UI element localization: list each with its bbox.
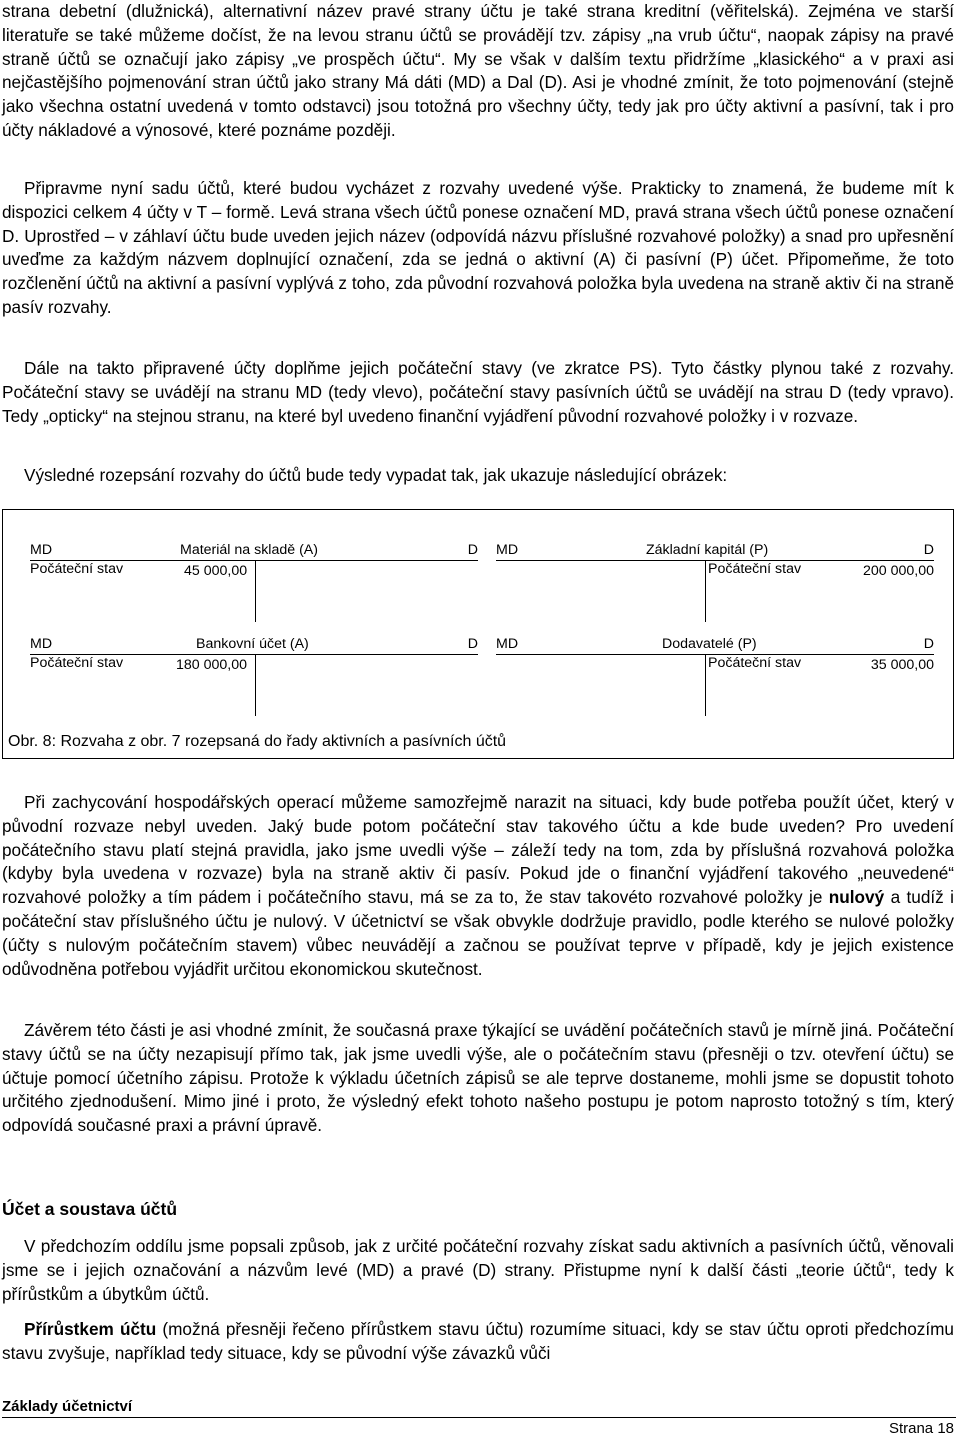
t-account-divider (255, 654, 256, 716)
paragraph-5-bold: nulový (828, 887, 885, 908)
footer-rule (2, 1417, 956, 1418)
opening-balance-value: 45 000,00 (184, 563, 248, 579)
md-label: MD (496, 636, 519, 652)
paragraph-7: V předchozím oddílu jsme popsali způsob, jak z určité počáteční rozvahy získat sadu aktivních a pasívních účtů, věnovali jsme se i jejich označování a názvům levé (MD) a pravé (D) strany. Přistupme nyní k další části „teorie účtů“, tedy k přírůstkům a úbytkům účtů. (2, 1236, 954, 1304)
paragraph-3: Dále na takto připravené účty doplňme jejich počáteční stavy (ve zkratce PS). Tyto částky plynou také z rozvahy. Počáteční stavy se uvádějí na stranu MD (tedy vlevo), počáteční stavy pasívních účtů se uvádějí na strau D (tedy vpravo). Tedy „opticky“ na stejnou stranu, na které byl uvedeno finanční vyjádření původní rozvahové položky i v rozvaze. (2, 358, 954, 426)
t-account-dodavatele (496, 634, 934, 716)
opening-balance-label: Počáteční stav (30, 655, 124, 671)
paragraph-4: Výsledné rozepsání rozvahy do účtů bude tedy vypadat tak, jak ukazuje následující obrázek: (24, 465, 728, 485)
d-label: D (467, 542, 478, 558)
opening-balance-label: Počáteční stav (30, 561, 124, 577)
t-account-material (30, 540, 478, 622)
d-label: D (923, 636, 934, 652)
t-account-bankovni-ucet (30, 634, 478, 716)
md-label: MD (30, 542, 53, 558)
paragraph-8 (2, 1318, 954, 1366)
paragraph-8-text: (možná přesněji řečeno přírůstkem stavu účtu) rozumíme situaci, kdy se stav účtu oproti předchozímu stavu zvyšuje, například tedy situace, kdy se původní výše závazků vůči (2, 1319, 954, 1363)
paragraph-5-text: Při zachycování hospodářských operací můžeme samozřejmě narazit na situaci, kdy bude potřeba použít účet, který v původní rozvaze nebyl uveden. Jaký bude potom počáteční stav takového účtu a kde bude uveden? Pro uvedení počátečního stavu platí stejná pravidla, jako jsme uvedli výše – záleží tedy na tom, zda by příslušná rozvahová položka (kdyby byla uvedena v rozvaze) byla na straně aktiv či pasív. Pokud jde o finanční vyjádření takového „neuvedené“ rozvahové položky a tím pádem i počátečního stavu, má se za to, že stav takovéto rozvahové položky je (2, 792, 954, 908)
opening-balance-value: 200 000,00 (862, 563, 934, 579)
t-accounts-figure (2, 509, 954, 759)
md-label: MD (496, 542, 519, 558)
footer-title: Základy účetnictví (2, 1398, 133, 1415)
account-name: Základní kapitál (P) (646, 542, 769, 558)
md-label: MD (30, 636, 53, 652)
paragraph-2: Připravme nyní sadu účtů, které budou vycházet z rozvahy uvedené výše. Prakticky to znamená, že budeme mít k dispozici celkem 4 účty v T – formě. Levá strana všech účtů ponese označení MD, pravá strana všech účtů ponese označení D. Uprostřed – v záhlaví účtu bude uveden jejich název (odpovídá názvu příslušné rozvahové položky) a snad pro upřesnění uveďme za každým názvem doplnující označení, zda se jedná o aktivní (A) či pasívní (P) účet. Připomeňme, že toto rozčlenění účtů na aktivní a pasívní vyplývá z toho, zda původní rozvahová položka byla uvedena na straně aktiv či na straně pasív rozvahy. (2, 178, 954, 317)
t-account-divider (255, 560, 256, 622)
figure-caption: Obr. 8: Rozvaha z obr. 7 rozepsaná do řady aktivních a pasívních účtů (8, 733, 507, 750)
page-number: Strana 18 (888, 1420, 954, 1437)
paragraph-5 (2, 791, 954, 981)
opening-balance-label: Počáteční stav (708, 655, 802, 671)
opening-balance-label: Počáteční stav (708, 561, 802, 577)
t-account-divider (705, 654, 706, 716)
section-heading: Účet a soustava účtů (2, 1199, 178, 1219)
paragraph-8-bold: Přírůstkem účtu (24, 1319, 157, 1339)
d-label: D (923, 542, 934, 558)
paragraph-6: Závěrem této části je asi vhodné zmínit, že současná praxe týkající se uvádění počátečních stavů je mírně jiná. Počáteční stavy účtů se na účty nezapisují přímo tak, jak jsme uvedli výše, ale o počátečním stavu (přesněji o tzv. otevření účtu) se účtuje pomocí účetního zápisu. Protože k výkladu účetních zápisů se ale teprve dostaneme, mohli jsme se dopustit tohoto určitého zjednodušení. Mimo jiné i proto, že výsledný efekt tohoto našeho postupu je potom naprosto totožný s tím, který odpovídá současné praxi a právní úpravě. (2, 1020, 954, 1136)
account-name: Materiál na skladě (A) (180, 542, 318, 558)
d-label: D (467, 636, 478, 652)
opening-balance-value: 180 000,00 (176, 657, 248, 673)
t-account-divider (705, 560, 706, 622)
paragraph-5-end: a tudíž i počáteční stav příslušného účtu je nulový. V účetnictví se však obvykle dodržuje pravidlo, podle kterého se nulové položky (účty s nulovým počátečním stavem) vůbec neuvádějí a začnou se používat teprve v případě, kdy je jejich existence odůvodněna potřebou vyjádřit určitou ekonomickou skutečnost. (2, 887, 954, 979)
account-name: Bankovní účet (A) (196, 636, 309, 652)
opening-balance-value: 35 000,00 (870, 657, 934, 673)
account-name: Dodavatelé (P) (662, 636, 757, 652)
t-account-zakladni-kapital (496, 540, 934, 622)
paragraph-1: strana debetní (dlužnická), alternativní název pravé strany účtu je také strana kreditní (věřitelská). Zejména ve starší literatuře se také můžeme dočíst, že na levou stranu účtů se provádějí tzv. zápisy „na vrub účtu“, naopak zápisy na pravé straně účtů se označují jako zápisy „ve prospěch účtu“. My se však v dalším textu přidržíme „klasického“ a v praxi asi nejčastějšího pojmenování stran účtů jako strany Má dáti (MD) a Dal (D). Asi je vhodné zmínit, že toto pojmenování (stejně jako všechna ostatní uvedená v tomto odstavci) jsou totožná pro všechny účty, tedy jak pro účty aktivní a pasívní, tak i pro účty nákladové a výnosové, které poznáme později. (2, 1, 954, 140)
